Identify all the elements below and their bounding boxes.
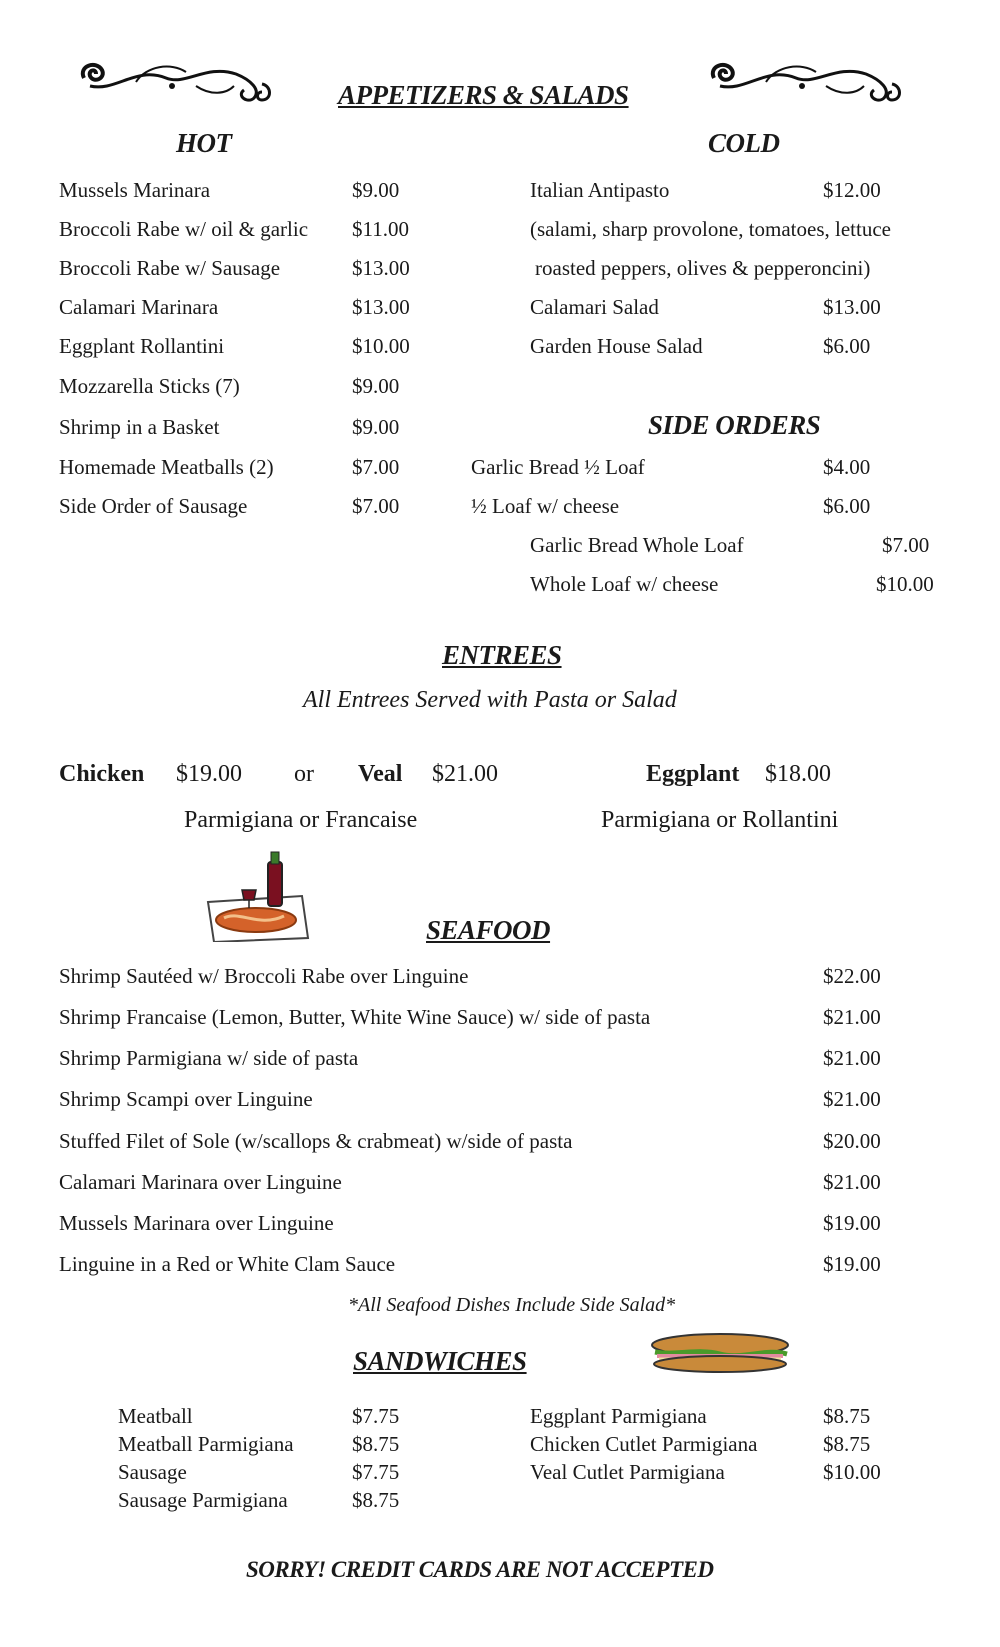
menu-item-price: $21.00 (823, 1046, 881, 1070)
menu-item-price: $19.00 (823, 1211, 881, 1235)
menu-item-name: Calamari Marinara over Linguine (59, 1170, 342, 1194)
entree-styles-right: Parmigiana or Rollantini (601, 807, 839, 833)
menu-item-description: (salami, sharp provolone, tomatoes, lettuce (530, 217, 891, 241)
menu-item-name: Shrimp Parmigiana w/ side of pasta (59, 1046, 359, 1070)
menu-item-name: Eggplant Rollantini (59, 334, 225, 358)
menu-item-name: Mozzarella Sticks (7) (59, 374, 240, 398)
credit-card-notice: SORRY! CREDIT CARDS ARE NOT ACCEPTED (246, 1557, 714, 1582)
menu-item-price: $7.75 (352, 1460, 400, 1484)
menu-item-price: $6.00 (823, 494, 871, 518)
menu-item-name: Stuffed Filet of Sole (w/scallops & crabmeat) w/side of pasta (59, 1129, 573, 1153)
appetizers-title: APPETIZERS & SALADS (338, 80, 629, 110)
menu-item-price: $10.00 (823, 1460, 881, 1484)
seafood-note: *All Seafood Dishes Include Side Salad* (348, 1294, 676, 1316)
menu-item-name: ½ Loaf w/ cheese (471, 494, 620, 518)
menu-item-name: Calamari Marinara (59, 295, 219, 319)
menu-item-price: $7.00 (352, 455, 400, 479)
menu-item-name: Shrimp Sautéed w/ Broccoli Rabe over Linguine (59, 964, 469, 988)
menu-item-name: Eggplant Parmigiana (530, 1404, 707, 1428)
menu-item-name: Sausage Parmigiana (118, 1488, 288, 1512)
menu-item-description: roasted peppers, olives & pepperoncini) (535, 256, 871, 280)
menu-item-price: $6.00 (823, 334, 871, 358)
menu-item-price: $7.75 (352, 1404, 400, 1428)
menu-item-price: $8.75 (352, 1432, 400, 1456)
menu-item-name: Shrimp Francaise (Lemon, Butter, White Wine Sauce) w/ side of pasta (59, 1005, 651, 1029)
menu-item-name: Mussels Marinara over Linguine (59, 1211, 334, 1235)
menu-item-price: $21.00 (823, 1005, 881, 1029)
menu-item-price: $21.00 (823, 1170, 881, 1194)
menu-item-price: $7.00 (352, 494, 400, 518)
seafood-title: SEAFOOD (426, 915, 551, 945)
menu-item-name: Meatball Parmigiana (118, 1432, 294, 1456)
menu-item-price: $12.00 (823, 178, 881, 202)
menu-item-name: Broccoli Rabe w/ Sausage (59, 256, 281, 280)
menu-item-name: Shrimp in a Basket (59, 415, 220, 439)
menu-item-price: $9.00 (352, 178, 400, 202)
menu-item-name: Shrimp Scampi over Linguine (59, 1087, 313, 1111)
menu-item-price: $11.00 (352, 217, 409, 241)
menu-item-price: $22.00 (823, 964, 881, 988)
menu-item-price: $10.00 (352, 334, 410, 358)
menu-item-price: $21.00 (823, 1087, 881, 1111)
menu-item-price: $13.00 (352, 256, 410, 280)
menu-item-name: Garlic Bread ½ Loaf (471, 455, 645, 479)
entree-eggplant-price: $18.00 (765, 761, 831, 787)
entrees-title: ENTREES (442, 640, 562, 670)
entree-veal-price: $21.00 (432, 761, 498, 787)
menu-item-name: Broccoli Rabe w/ oil & garlic (59, 217, 309, 241)
menu-item-name: Veal Cutlet Parmigiana (530, 1460, 725, 1484)
sandwiches-title: SANDWICHES (353, 1346, 527, 1376)
menu-item-price: $9.00 (352, 415, 400, 439)
menu-item-name: Side Order of Sausage (59, 494, 248, 518)
menu-item-name: Mussels Marinara (59, 178, 211, 202)
scroll-ornament-icon (76, 56, 276, 106)
menu-item-price: $20.00 (823, 1129, 881, 1153)
plate-and-wine-icon (204, 850, 314, 942)
menu-item-price: $8.75 (823, 1432, 871, 1456)
entree-chicken-price: $19.00 (176, 761, 242, 787)
hot-heading: HOT (176, 128, 232, 158)
entree-chicken: Chicken (59, 761, 145, 787)
menu-item-name: Calamari Salad (530, 295, 659, 319)
menu-item-name: Sausage (118, 1460, 187, 1484)
scroll-ornament-icon (706, 56, 906, 106)
menu-item-name: Meatball (118, 1404, 193, 1428)
menu-item-name: Chicken Cutlet Parmigiana (530, 1432, 758, 1456)
menu-item-price: $9.00 (352, 374, 400, 398)
sub-sandwich-icon (647, 1332, 793, 1374)
entree-eggplant: Eggplant (646, 761, 740, 787)
menu-item-name: Garlic Bread Whole Loaf (530, 533, 744, 557)
entrees-subtitle: All Entrees Served with Pasta or Salad (303, 687, 677, 713)
menu-item-name: Italian Antipasto (530, 178, 670, 202)
menu-item-name: Garden House Salad (530, 334, 703, 358)
menu-item-price: $13.00 (352, 295, 410, 319)
entree-or: or (294, 761, 314, 787)
entree-veal: Veal (358, 761, 403, 787)
menu-item-name: Whole Loaf w/ cheese (530, 572, 719, 596)
entree-styles-left: Parmigiana or Francaise (184, 807, 418, 833)
menu-item-name: Linguine in a Red or White Clam Sauce (59, 1252, 396, 1276)
menu-item-price: $13.00 (823, 295, 881, 319)
menu-item-price: $10.00 (876, 572, 934, 596)
menu-item-price: $8.75 (352, 1488, 400, 1512)
side-orders-heading: SIDE ORDERS (648, 410, 821, 440)
cold-heading: COLD (708, 128, 780, 158)
menu-item-price: $7.00 (882, 533, 930, 557)
menu-item-price: $4.00 (823, 455, 871, 479)
menu-item-name: Homemade Meatballs (2) (59, 455, 274, 479)
menu-item-price: $19.00 (823, 1252, 881, 1276)
menu-item-price: $8.75 (823, 1404, 871, 1428)
